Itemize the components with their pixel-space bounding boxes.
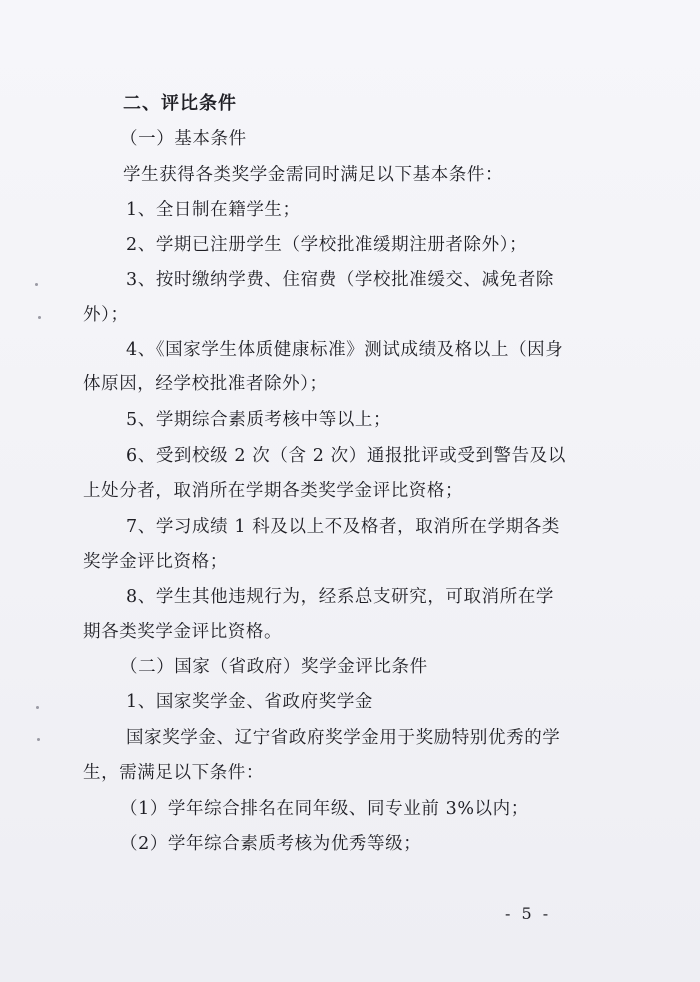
condition-5: 5、学期综合素质考核中等以上； [126,410,392,430]
scan-mark [36,706,39,709]
scan-mark [38,316,41,319]
scholarship-paragraph-line-1: 国家奖学金、辽宁省政府奖学金用于奖励特别优秀的学 [126,728,561,748]
scan-mark [37,738,40,741]
intro-paragraph: 学生获得各类奖学金需同时满足以下基本条件： [123,165,504,185]
condition-3-line-2: 外）； [83,305,129,325]
condition-4-line-2: 体原因，经学校批准者除外）； [83,374,328,394]
requirement-2: （2）学年综合素质考核为优秀等级； [120,834,422,854]
condition-8-line-2: 期各类奖学金评比资格。 [83,622,283,642]
subsection-national-scholarship: （二）国家（省政府）奖学金评比条件 [120,657,428,677]
condition-8-line-1: 8、学生其他违规行为，经系总支研究，可取消所在学 [126,587,555,607]
requirement-1: （1）学年综合排名在同年级、同专业前 3%以内； [120,799,529,819]
subsection-basic-conditions: （一）基本条件 [120,129,247,149]
scholarship-paragraph-line-2: 生，需满足以下条件： [83,763,264,783]
scan-mark [35,283,38,286]
condition-7-line-1: 7、学习成绩 1 科及以上不及格者，取消所在学期各类 [126,517,560,537]
condition-6-line-2: 上处分者，取消所在学期各类奖学金评比资格； [83,481,464,501]
condition-1: 1、全日制在籍学生； [126,200,301,220]
condition-2: 2、学期已注册学生（学校批准缓期注册者除外）； [126,235,528,255]
condition-3-line-1: 3、按时缴纳学费、住宿费（学校批准缓交、减免者除 [126,270,555,290]
condition-7-line-2: 奖学金评比资格； [83,552,228,572]
condition-4-line-1: 4、《国家学生体质健康标准》测试成绩及格以上（因身 [126,340,564,360]
section-heading: 二、评比条件 [123,93,237,114]
item-national-provincial-scholarship: 1、国家奖学金、省政府奖学金 [126,692,374,712]
condition-6-line-1: 6、受到校级 2 次（含 2 次）通报批评或受到警告及以 [126,446,566,466]
page-number: - 5 - [505,904,552,923]
